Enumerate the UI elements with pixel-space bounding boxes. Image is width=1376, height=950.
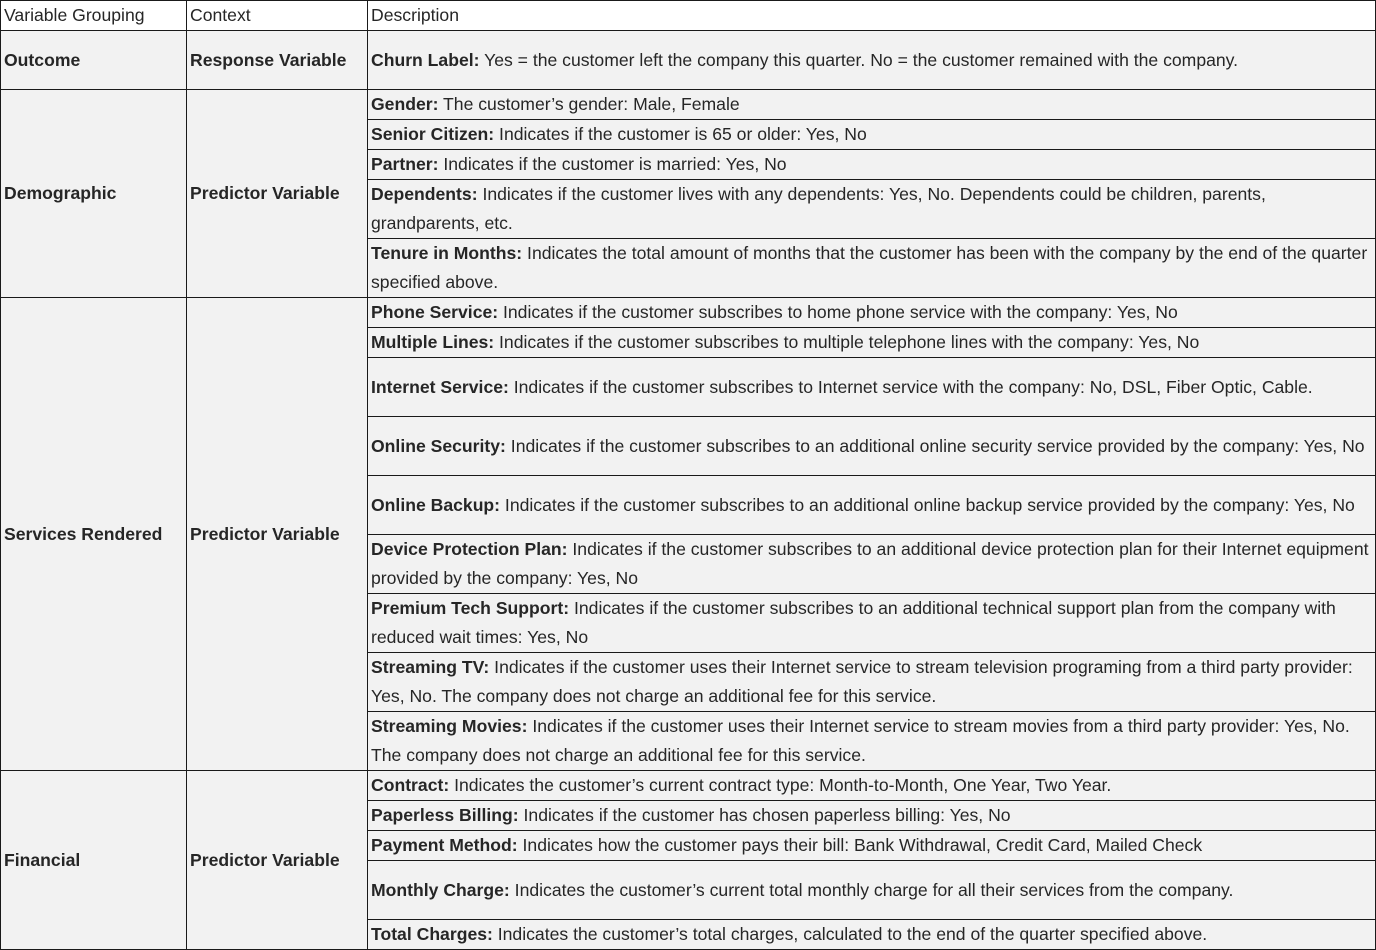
variable-description: Indicates if the customer uses their Internet service to stream television programing from a third party provider: Yes, No. The company does not charge an additional fee for this service. bbox=[371, 657, 1353, 706]
variable-description: Indicates the customer’s current total monthly charge for all their services from the company. bbox=[509, 879, 1234, 900]
variable-grouping-cell: Services Rendered bbox=[1, 298, 187, 771]
variable-description: Indicates the total amount of months that the customer has been with the company by the end of the quarter specified above. bbox=[371, 243, 1368, 292]
description-cell bbox=[368, 594, 1376, 653]
variable-description: Indicates if the customer subscribes to an additional device protection plan for their Internet equipment provided by the company: Yes, No bbox=[371, 539, 1369, 588]
variable-name: Tenure in Months: bbox=[371, 243, 523, 263]
variable-grouping-cell: Outcome bbox=[1, 31, 187, 90]
variable-name: Payment Method: bbox=[371, 835, 518, 855]
context-cell: Predictor Variable bbox=[187, 298, 368, 771]
description-cell bbox=[368, 831, 1376, 861]
description-cell bbox=[368, 771, 1376, 801]
description-cell bbox=[368, 920, 1376, 950]
table-row bbox=[1, 90, 1376, 120]
variable-name: Premium Tech Support: bbox=[371, 598, 570, 618]
header-description: Description bbox=[368, 1, 1376, 31]
variable-grouping-cell: Financial bbox=[1, 771, 187, 950]
variable-description: Indicates if the customer subscribes to Internet service with the company: No, DSL, Fiber Optic, Cable. bbox=[508, 376, 1313, 397]
variable-name: Senior Citizen: bbox=[371, 124, 495, 144]
header-context: Context bbox=[187, 1, 368, 31]
variable-description: Indicates the customer’s current contract type: Month-to-Month, One Year, Two Year. bbox=[449, 775, 1112, 795]
table-row bbox=[1, 298, 1376, 328]
variable-name: Churn Label: bbox=[371, 49, 480, 70]
variable-description: Indicates if the customer subscribes to an additional technical support plan from the company with reduced wait times: Yes, No bbox=[371, 598, 1336, 647]
variable-name: Internet Service: bbox=[371, 376, 509, 397]
variable-description: Indicates if the customer subscribes to an additional online backup service provided by the company: Yes, No bbox=[500, 494, 1355, 515]
variable-description: Indicates if the customer lives with any dependents: Yes, No. Dependents could be children, parents, grandparents, etc. bbox=[371, 184, 1266, 233]
description-cell bbox=[368, 861, 1376, 920]
variable-name: Phone Service: bbox=[371, 302, 499, 322]
header-row bbox=[1, 1, 1376, 31]
variable-description: The customer’s gender: Male, Female bbox=[438, 94, 740, 114]
description-cell bbox=[368, 120, 1376, 150]
description-cell bbox=[368, 90, 1376, 120]
variable-name: Online Backup: bbox=[371, 494, 501, 515]
variable-name: Multiple Lines: bbox=[371, 332, 495, 352]
variable-name: Paperless Billing: bbox=[371, 805, 519, 825]
variable-name: Online Security: bbox=[371, 435, 506, 456]
context-cell: Predictor Variable bbox=[187, 771, 368, 950]
description-cell bbox=[368, 328, 1376, 358]
variable-description: Yes = the customer left the company this quarter. No = the customer remained with the company. bbox=[479, 49, 1239, 70]
description-cell bbox=[368, 358, 1376, 417]
context-cell: Predictor Variable bbox=[187, 90, 368, 298]
variable-name: Total Charges: bbox=[371, 924, 493, 944]
description-cell bbox=[368, 239, 1376, 298]
variable-description: Indicates the customer’s total charges, calculated to the end of the quarter specified above. bbox=[492, 924, 1208, 944]
description-cell bbox=[368, 31, 1376, 90]
variable-name: Streaming TV: bbox=[371, 657, 490, 677]
variable-description: Indicates if the customer subscribes to multiple telephone lines with the company: Yes, No bbox=[494, 332, 1200, 352]
variable-grouping-cell: Demographic bbox=[1, 90, 187, 298]
table-row bbox=[1, 31, 1376, 90]
variable-name: Monthly Charge: bbox=[371, 879, 510, 900]
description-cell bbox=[368, 417, 1376, 476]
context-cell: Response Variable bbox=[187, 31, 368, 90]
variable-description: Indicates if the customer subscribes to an additional online security service provided by the company: Yes, No bbox=[505, 435, 1365, 456]
description-cell bbox=[368, 653, 1376, 712]
description-cell bbox=[368, 476, 1376, 535]
variable-name: Streaming Movies: bbox=[371, 716, 528, 736]
variable-description: Indicates if the customer is married: Yes, No bbox=[438, 154, 787, 174]
description-cell bbox=[368, 801, 1376, 831]
description-cell bbox=[368, 180, 1376, 239]
header-variable-grouping: Variable Grouping bbox=[1, 1, 187, 31]
variable-description: Indicates if the customer is 65 or older: Yes, No bbox=[494, 124, 867, 144]
description-cell bbox=[368, 298, 1376, 328]
table-row bbox=[1, 771, 1376, 801]
variable-name: Dependents: bbox=[371, 184, 478, 204]
variable-name: Contract: bbox=[371, 775, 450, 795]
description-cell bbox=[368, 712, 1376, 771]
variable-description: Indicates if the customer subscribes to home phone service with the company: Yes, No bbox=[498, 302, 1178, 322]
variable-name: Partner: bbox=[371, 154, 439, 174]
description-cell bbox=[368, 535, 1376, 594]
variable-name: Device Protection Plan: bbox=[371, 539, 568, 559]
description-cell bbox=[368, 150, 1376, 180]
variable-name: Gender: bbox=[371, 94, 439, 114]
table-body bbox=[1, 31, 1376, 950]
variable-description: Indicates if the customer has chosen paperless billing: Yes, No bbox=[518, 805, 1011, 825]
variable-description: Indicates how the customer pays their bill: Bank Withdrawal, Credit Card, Mailed Check bbox=[517, 835, 1203, 855]
variable-description: Indicates if the customer uses their Internet service to stream movies from a third party provider: Yes, No. The company does not charge an additional fee for this service. bbox=[371, 716, 1350, 765]
